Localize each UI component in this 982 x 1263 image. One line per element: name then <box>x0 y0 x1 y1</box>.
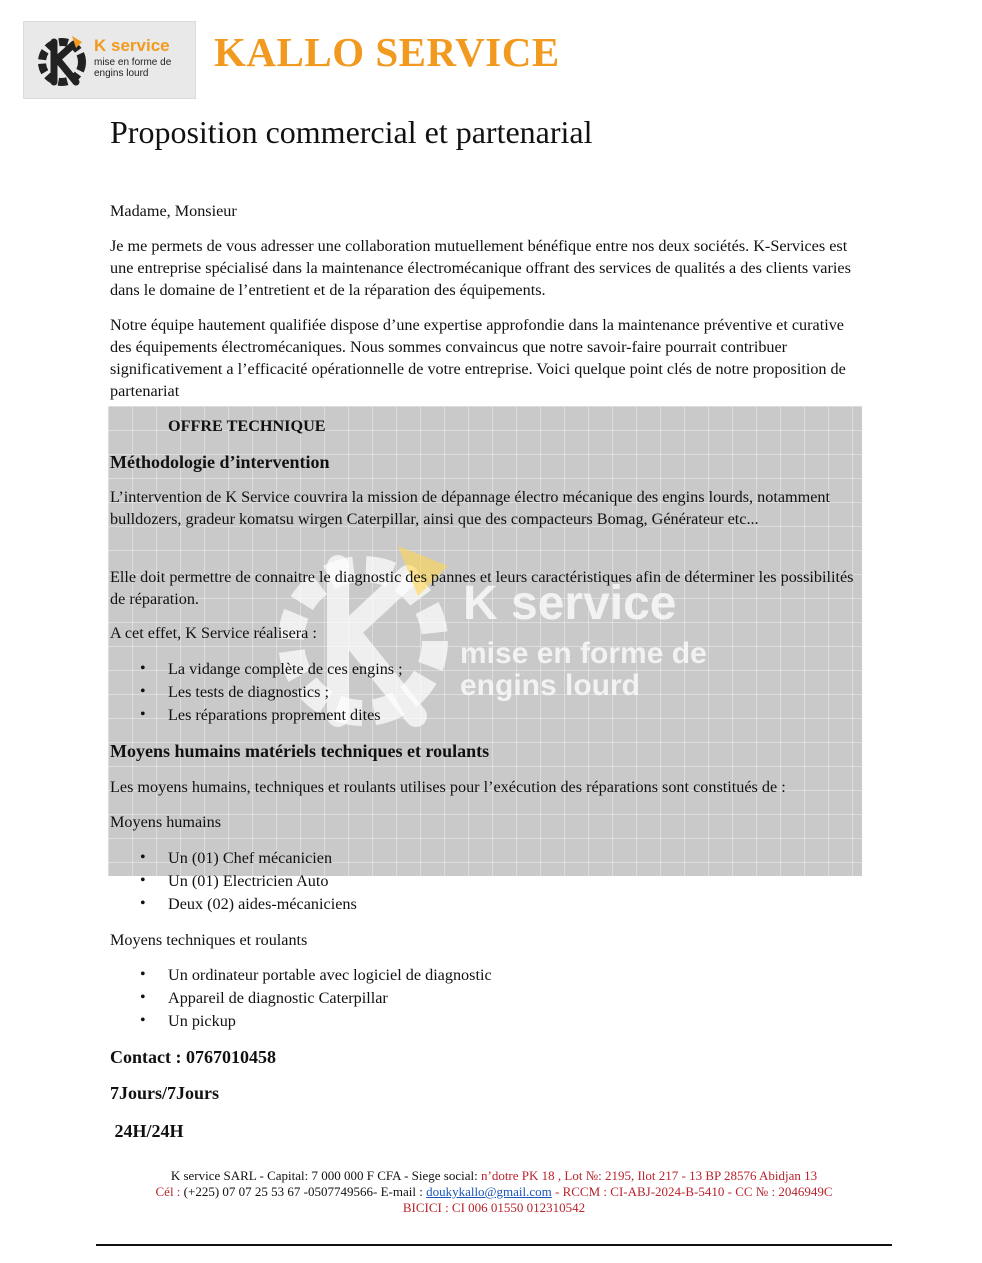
list-item: • Un (01) Chef mécanicien <box>110 847 870 870</box>
salutation: Madame, Monsieur <box>110 202 237 220</box>
list-item: • Un (01) Electricien Auto <box>110 870 870 893</box>
methodology-paragraph-3: A cet effet, K Service réalisera : <box>110 624 317 642</box>
company-logo <box>23 21 196 99</box>
list-item: • Deux (02) aides-mécaniciens <box>110 893 870 916</box>
human-means-list <box>110 847 870 916</box>
footer-line-1 <box>96 1168 892 1184</box>
footer-phones: (+225) 07 07 25 53 67 -0507749566- E-mail : <box>183 1184 427 1199</box>
footer-divider <box>96 1244 892 1246</box>
gear-k-icon <box>32 30 92 92</box>
footer-company: K service SARL - Capital: 7 000 000 F CFA - Siege social: <box>170 1168 481 1183</box>
methodology-title: Méthodologie d’intervention <box>110 452 330 472</box>
document-title: Proposition commercial et partenarial <box>110 114 593 150</box>
human-means-label: Moyens humains <box>110 813 222 831</box>
footer-cel-label: Cél : <box>155 1184 184 1199</box>
expertise-paragraph: Notre équipe hautement qualifiée dispose d’une expertise approfondie dans la maintenance préventive et curative des équipements électromécaniques. Nous sommes convaincus que notre savoir-faire pourrait contribuer significativement a l’efficacité opérationnelle de votre entreprise. Voici quelque point clés de notre proposition de partenariat <box>110 316 846 400</box>
list-item: • Les tests de diagnostics ; <box>110 681 870 704</box>
footer-rccm: - RCCM : CI-ABJ-2024-B-5410 - CC № : 2046949C <box>551 1184 833 1199</box>
means-intro: Les moyens humains, techniques et roulants utilises pour l’exécution des réparations sont constitués de : <box>110 778 786 796</box>
list-item: • Les réparations proprement dites <box>110 704 870 727</box>
logo-name: K service <box>94 36 170 55</box>
means-title: Moyens humains matériels techniques et roulants <box>110 741 490 761</box>
list-item: • Un pickup <box>110 1010 870 1033</box>
watermark-logo-tagline: mise en forme de engins lourd <box>460 637 707 702</box>
availability-days: 7Jours/7Jours <box>110 1083 220 1103</box>
brand-name: KALLO SERVICE <box>214 29 560 75</box>
contact-phone: Contact : 0767010458 <box>110 1047 276 1067</box>
availability-hours: 24H/24H <box>110 1121 184 1141</box>
footer-address: n’dotre PK 18 , Lot №: 2195, Ilot 217 - 13 BP 28576 Abidjan 13 <box>480 1168 818 1183</box>
logo-tagline: mise en forme de engins lourd <box>94 57 172 79</box>
list-item: • Un ordinateur portable avec logiciel de diagnostic <box>110 964 870 987</box>
methodology-paragraph-2: Elle doit permettre de connaitre le diagnostic des pannes et leurs caractéristiques afin de déterminer les possibilités de réparation. <box>110 568 854 608</box>
footer-line-2 <box>96 1184 892 1200</box>
technical-means-list <box>110 964 870 1033</box>
list-item: • La vidange complète de ces engins ; <box>110 658 870 681</box>
footer-email-link[interactable]: doukykallo@gmail.com <box>426 1184 552 1199</box>
offer-heading: OFFRE TECHNIQUE <box>168 417 326 435</box>
list-item: • Appareil de diagnostic Caterpillar <box>110 987 870 1010</box>
footer-bank: BICICI : CI 006 01550 012310542 <box>402 1200 586 1215</box>
technical-means-label: Moyens techniques et roulants <box>110 931 308 949</box>
footer-line-3 <box>96 1200 892 1216</box>
watermark-logo-name: K service <box>463 577 677 630</box>
intro-paragraph: Je me permets de vous adresser une collaboration mutuellement bénéfique entre nos deux sociétés. K-Services est une entreprise spécialisé dans la maintenance électromécanique offrant des services de qualités a des clients varies dans le domaine de l’entretient et de la réparation des équipements. <box>110 237 851 299</box>
footer <box>96 1168 892 1216</box>
methodology-list <box>110 658 870 727</box>
methodology-paragraph-1: L’intervention de K Service couvrira la mission de dépannage électro mécanique des engins lourds, notamment bulldozers, gradeur komatsu wirgen Caterpillar, ainsi que des compacteurs Bomag, Générateur etc... <box>110 488 830 528</box>
